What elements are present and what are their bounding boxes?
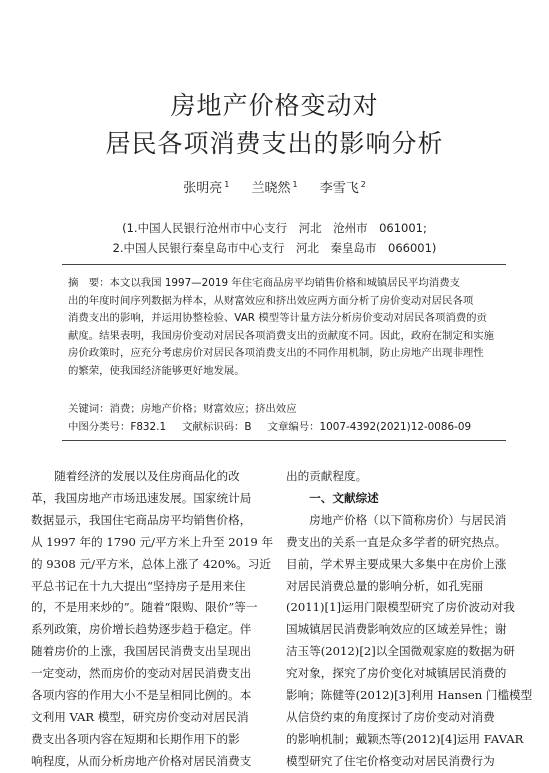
paper-title-line-1: 房地产价格变动对	[170, 91, 379, 120]
abstract-line: 出的年度时间序列数据为样本，从财富效应和挤出效应两方面分析了房价变动对居民各项	[68, 294, 474, 307]
body-line: 目前，学术界主要成果大多集中在房价上涨	[286, 556, 507, 571]
abstract-line: 房价政策时，应充分考虑房价对居民各项消费支出的不同作用机制，防止房地产出现非理性	[68, 347, 484, 360]
article-number: 文章编号：1007-4392(2021)12-0086-09	[267, 421, 472, 433]
body-line: 响程度，从而分析房地产价格对居民消费支	[31, 753, 252, 768]
body-line: 国城镇居民消费影响效应的区域差异性；谢	[286, 622, 507, 637]
body-line: 的影响机制；戴颖杰等(2012)[4]运用 FAVAR	[286, 731, 524, 746]
body-line: 各项内容的作用大小不是呈相同比例的。本	[31, 688, 252, 703]
body-line: 出的贡献程度。	[286, 469, 368, 483]
abstract-line: 消费支出的影响，并运用协整检验、VAR 模型等计量方法分析房价变动对居民各项消费的贡	[68, 312, 487, 325]
divider-top	[62, 264, 506, 265]
divider-bottom	[62, 440, 506, 441]
body-line: 文利用 VAR 模型，研究房价变动对居民消	[31, 709, 249, 724]
body-line: 对居民消费总量的影响分析，如孔宪丽	[286, 578, 484, 593]
body-line: (2011)[1]运用门限模型研究了房价波动对我	[286, 600, 515, 615]
body-line: 一定变动，然而房价的变动对居民消费支出	[31, 666, 252, 681]
affiliation-2: 2.中国人民银行秦皇岛市中心支行 河北 秦皇岛市 066001)	[112, 241, 437, 255]
abstract	[68, 275, 500, 381]
body-line: 的，不是用来炒的”。随着“限购、限价”等一	[31, 600, 258, 615]
author: 兰晓然 $^1$	[251, 179, 298, 196]
clc-number: 中图分类号：F832.1	[68, 421, 167, 433]
body-line: 费支出的关系一直是众多学者的研究热点。	[286, 534, 507, 549]
classification-info	[68, 418, 471, 433]
body-column-right	[286, 466, 533, 773]
keywords: 关键词：消费；房地产价格；财富效应；挤出效应	[68, 403, 297, 415]
body-line: 影响；陈健等(2012)[3]利用 Hansen 门槛模型	[286, 688, 533, 703]
author: 李雪飞 $^2$	[319, 179, 366, 196]
section-heading: 一、文献综述	[286, 490, 379, 505]
author-list	[0, 177, 549, 196]
body-line: 随着经济的发展以及住房商品化的改	[31, 469, 240, 483]
author: 张明亮 $^1$	[183, 179, 230, 196]
body-line: 从 1997 年的 1790 元/平方米上升至 2019 年	[31, 534, 274, 549]
body-line: 数据显示，我国住宅商品房平均销售价格，	[31, 512, 252, 527]
body-line: 平总书记在十九大提出“坚持房子是用来住	[31, 578, 246, 593]
body-line: 洁玉等(2012)[2]以全国微观家庭的数据为研	[286, 644, 515, 659]
body-line: 从信贷约束的角度探讨了房价变动对消费	[286, 709, 495, 724]
body-line: 究对象，探究了房价变化对城镇居民消费的	[286, 666, 507, 681]
body-line: 模型研究了住宅价格变动对居民消费行为	[286, 753, 495, 768]
document-code: 文献标识码：B	[182, 421, 252, 433]
affiliation-1: (1.中国人民银行沧州市中心支行 河北 沧州市 061001;	[122, 221, 427, 235]
paper-title-line-2: 居民各项消费支出的影响分析	[105, 129, 444, 158]
body-line: 房地产价格（以下简称房价）与居民消	[286, 512, 507, 527]
body-line: 系列政策，房价增长趋势逐步趋于稳定。伴	[31, 622, 252, 637]
body-line: 革，我国房地产市场迅速发展。国家统计局	[31, 490, 252, 505]
abstract-line: 献度。结果表明，我国房价变动对居民各项消费支出的贡献度不同。因此，政府在制定和实施	[68, 329, 495, 342]
abstract-line: 的繁荣，使我国经济能够更好地发展。	[68, 364, 245, 377]
body-column-left	[31, 466, 274, 773]
abstract-line: 摘 要：本文以我国 1997—2019 年住宅商品房平均销售价格和城镇居民平均消费支	[68, 277, 460, 289]
body-line: 随着房价的上涨，我国居民消费支出呈现出	[31, 644, 252, 659]
body-line: 费支出各项内容在短期和长期作用下的影	[31, 731, 240, 746]
body-line: 的 9308 元/平方米，总体上涨了 420%。习近	[31, 556, 271, 571]
